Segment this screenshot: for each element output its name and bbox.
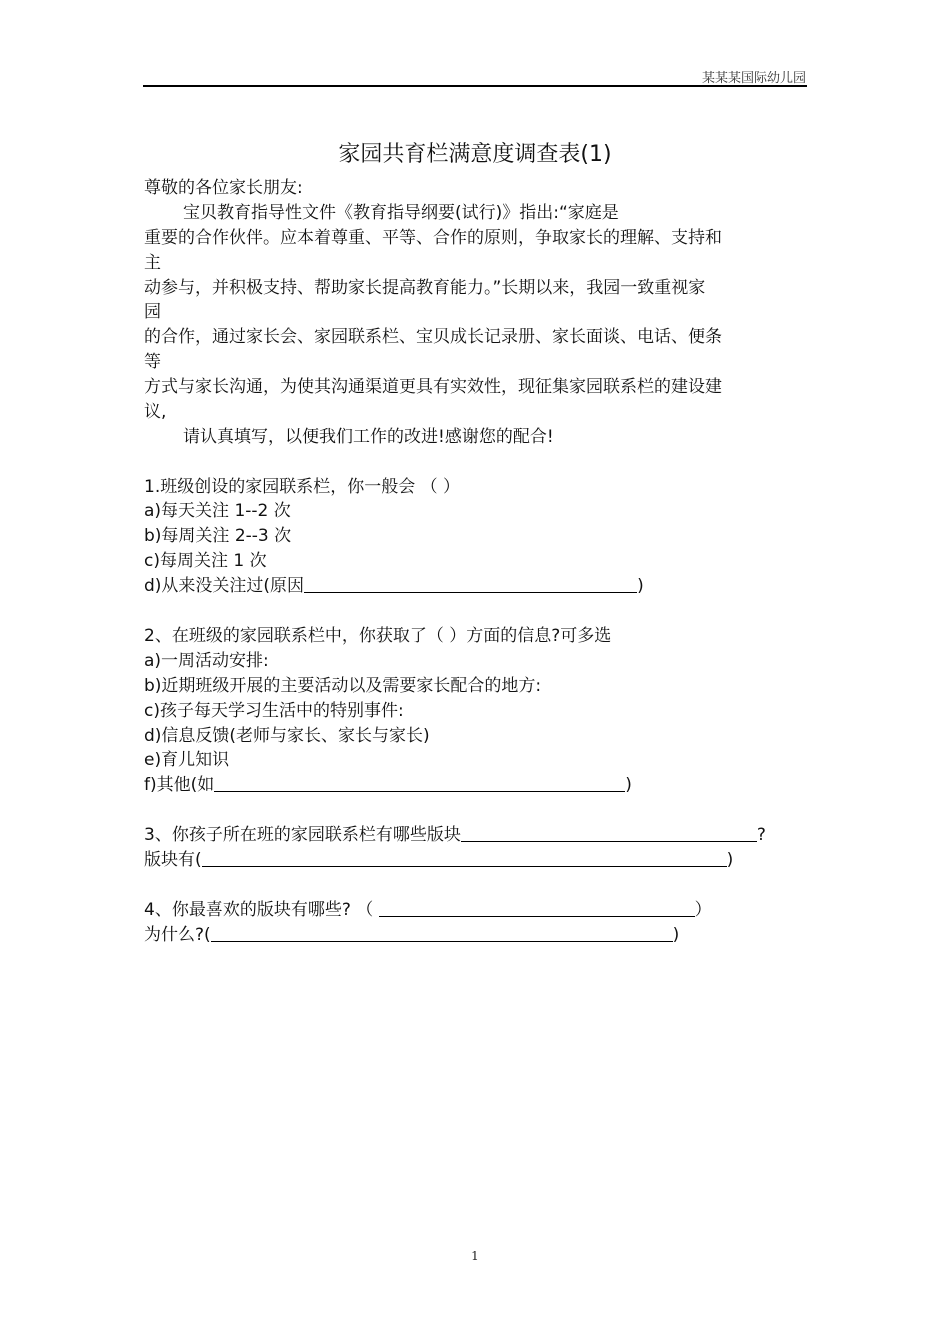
q1-option-c: c)每周关注 1 次 — [144, 551, 267, 571]
q2-option-f-label: f)其他(如 — [144, 775, 215, 795]
question-2-text: 2、在班级的家园联系栏中，你获取了（ ）方面的信息?可多选 — [144, 626, 612, 646]
intro-line: 动参与，并积极支持、帮助家长提高教育能力。”长期以来，我园一致重视家 — [144, 278, 706, 298]
q3-answer-blank[interactable] — [202, 850, 727, 867]
header-org-name: 某某某国际幼儿园 — [701, 71, 806, 86]
q2-option-a: a)一周活动安排: — [144, 651, 269, 671]
q4-why-blank[interactable] — [211, 925, 673, 942]
question-3-text — [144, 824, 808, 846]
document-title: 家园共育栏满意度调查表(1) — [338, 142, 612, 167]
intro-line: 的合作，通过家长会、家园联系栏、宝贝成长记录册、家长面谈、电话、便条 — [144, 327, 722, 347]
q2-option-d: d)信息反馈(老师与家长、家长与家长) — [144, 726, 430, 746]
page-number: 1 — [471, 1249, 479, 1263]
q1-option-a: a)每天关注 1--2 次 — [144, 501, 291, 521]
intro-line: 议, — [144, 402, 167, 422]
q3-sections-blank[interactable] — [461, 825, 757, 842]
q2-option-f-close: ) — [625, 775, 632, 795]
intro-line: 园 — [144, 302, 161, 322]
intro-line: 宝贝教育指导性文件《教育指导纲要(试行)》指出:“家庭是 — [183, 203, 619, 223]
q1-option-d-label: d)从来没关注过(原因 — [144, 576, 305, 596]
q2-option-b: b)近期班级开展的主要活动以及需要家长配合的地方: — [144, 676, 542, 696]
q3-answer-label: 版块有( — [144, 850, 202, 870]
q2-option-e: e)育儿知识 — [144, 750, 230, 770]
q2-other-blank[interactable] — [214, 775, 625, 792]
q4-answer-label: 为什么?( — [144, 925, 211, 945]
q4-answer-close: ) — [672, 925, 680, 945]
q1-option-b: b)每周关注 2--3 次 — [144, 526, 292, 546]
q4-question-close: ） — [694, 900, 712, 920]
intro-line: 重要的合作伙伴。应本着尊重、平等、合作的原则，争取家长的理解、支持和 — [144, 228, 722, 248]
question-4-text — [144, 899, 808, 921]
intro-line: 方式与家长沟通，为使其沟通渠道更具有实效性，现征集家园联系栏的建设建 — [144, 377, 722, 397]
q2-option-f — [144, 774, 808, 796]
q1-option-d-close: ) — [637, 576, 644, 596]
q3-question-label: 3、你孩子所在班的家园联系栏有哪些版块 — [144, 825, 461, 845]
header-divider — [143, 85, 807, 87]
greeting: 尊敬的各位家长朋友: — [144, 178, 303, 198]
q3-answer-close: ) — [726, 850, 734, 870]
q4-favorite-blank[interactable] — [379, 900, 695, 917]
q1-option-d — [144, 575, 808, 597]
intro-line: 等 — [144, 352, 161, 372]
intro-line: 请认真填写，以便我们工作的改进!感谢您的配合! — [183, 427, 554, 447]
q3-question-mark: ? — [756, 825, 766, 845]
q2-option-c: c)孩子每天学习生活中的特别事件: — [144, 701, 404, 721]
q1-reason-blank[interactable] — [304, 576, 637, 593]
q4-question-label: 4、你最喜欢的版块有哪些? （ — [144, 900, 379, 920]
q4-answer — [144, 924, 808, 946]
intro-line: 主 — [144, 253, 161, 273]
q3-answer — [144, 849, 808, 871]
question-1-text: 1.班级创设的家园联系栏，你一般会 （ ） — [144, 477, 461, 497]
